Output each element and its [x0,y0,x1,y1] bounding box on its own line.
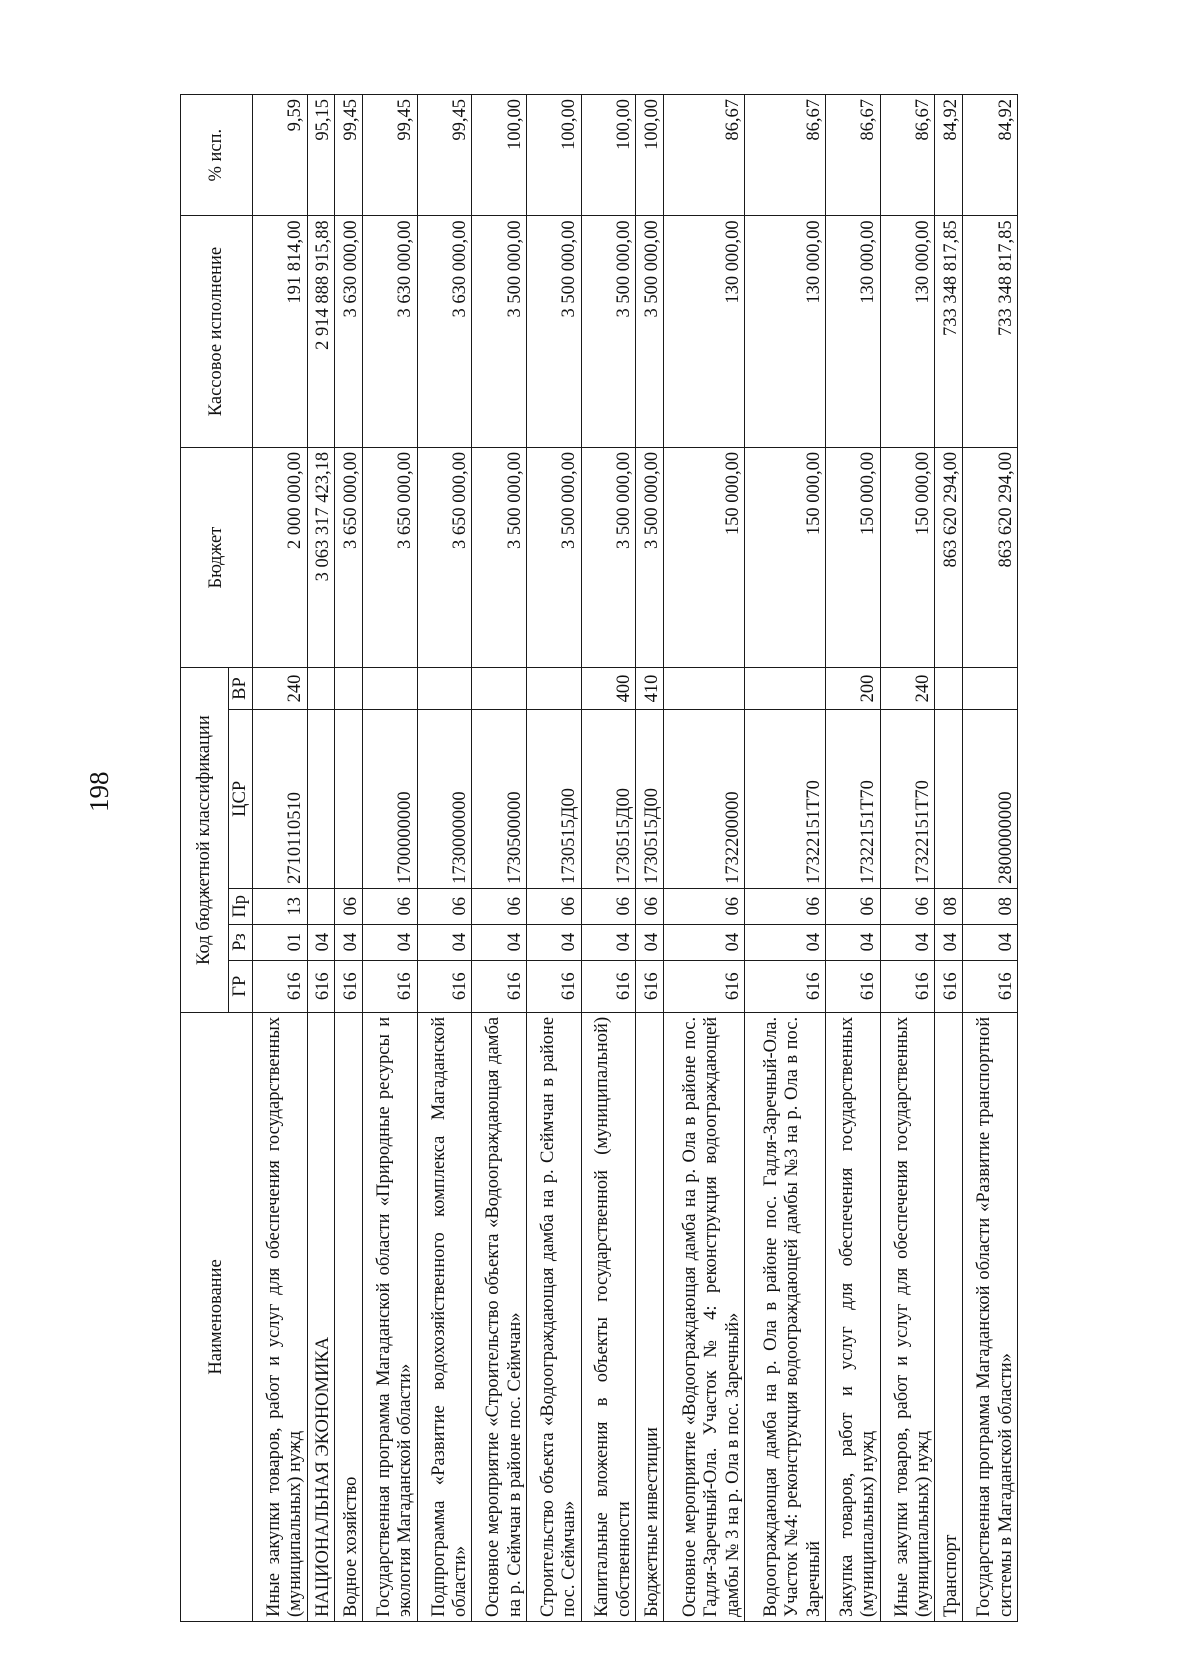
row-rz: 01 [253,924,308,960]
row-vr [363,668,418,709]
row-name: Закупка товаров, работ и услуг для обеспечения государственных (муниципальных) нужд [826,1012,881,1621]
row-gr: 616 [335,960,363,1012]
row-percent: 100,00 [526,95,581,216]
row-vr [963,668,1018,709]
row-cash: 130 000,00 [745,216,826,448]
table-row [526,95,581,1622]
row-csr: 2710110510 [253,709,308,888]
row-pr: 06 [526,888,581,924]
row-budget: 150 000,00 [663,447,744,667]
table-body [253,95,1018,1622]
row-budget: 863 620 294,00 [935,447,963,667]
table-row [335,95,363,1622]
header-gr: ГР [229,960,253,1012]
row-rz: 04 [581,924,636,960]
row-pr: 06 [880,888,935,924]
row-gr: 616 [826,960,881,1012]
row-budget: 3 650 000,00 [417,447,472,667]
row-csr: 1730515Д00 [636,709,664,888]
row-percent: 100,00 [472,95,527,216]
row-pr [307,888,335,924]
row-name: Капитальные вложения в объекты государственной (муниципальной) собственности [581,1012,636,1621]
row-vr: 200 [826,668,881,709]
row-gr: 616 [636,960,664,1012]
row-csr [335,709,363,888]
row-percent: 99,45 [335,95,363,216]
row-budget: 150 000,00 [745,447,826,667]
row-budget: 3 650 000,00 [335,447,363,667]
row-rz: 04 [363,924,418,960]
row-csr: 1700000000 [363,709,418,888]
row-percent: 99,45 [363,95,418,216]
row-cash: 3 500 000,00 [472,216,527,448]
row-name: Иные закупки товаров, работ и услуг для обеспечения государственных (муниципальных) нужд [253,1012,308,1621]
row-rz: 04 [472,924,527,960]
row-csr: 1730500000 [472,709,527,888]
row-name: Строительство объекта «Водоограждающая дамба на р. Сеймчан в районе пос. Сеймчан» [526,1012,581,1621]
row-gr: 616 [745,960,826,1012]
row-cash: 3 630 000,00 [363,216,418,448]
row-gr: 616 [935,960,963,1012]
row-rz: 04 [963,924,1018,960]
row-rz: 04 [663,924,744,960]
row-rz: 04 [335,924,363,960]
row-name: Транспорт [935,1012,963,1621]
row-gr: 616 [963,960,1018,1012]
row-pr: 06 [417,888,472,924]
row-name: Бюджетные инвестиции [636,1012,664,1621]
row-budget: 3 063 317 423,18 [307,447,335,667]
row-cash: 130 000,00 [880,216,935,448]
row-name: Водное хозяйство [335,1012,363,1621]
row-cash: 3 630 000,00 [335,216,363,448]
table-row [581,95,636,1622]
row-vr [663,668,744,709]
budget-table-rotated [180,94,1018,1622]
row-rz: 04 [636,924,664,960]
row-gr: 616 [472,960,527,1012]
budget-table [180,94,1018,1622]
row-gr: 616 [253,960,308,1012]
row-cash: 733 348 817,85 [963,216,1018,448]
row-budget: 3 500 000,00 [636,447,664,667]
row-gr: 616 [363,960,418,1012]
table-row [417,95,472,1622]
row-pr: 06 [745,888,826,924]
table-row [963,95,1018,1622]
row-vr [335,668,363,709]
row-csr: 17322151Т70 [826,709,881,888]
table-header [181,95,253,1622]
table-row [307,95,335,1622]
row-pr: 06 [663,888,744,924]
row-cash: 3 500 000,00 [526,216,581,448]
row-percent: 95,15 [307,95,335,216]
row-budget: 3 500 000,00 [472,447,527,667]
table-row [826,95,881,1622]
row-gr: 616 [417,960,472,1012]
row-cash: 2 914 888 915,88 [307,216,335,448]
row-pr: 06 [581,888,636,924]
row-budget: 150 000,00 [880,447,935,667]
table-row [663,95,744,1622]
row-percent: 9,59 [253,95,308,216]
row-cash: 191 814,00 [253,216,308,448]
table-row [745,95,826,1622]
row-vr: 240 [253,668,308,709]
table-row [253,95,308,1622]
row-vr [307,668,335,709]
row-rz: 04 [526,924,581,960]
row-name: Основное мероприятие «Водоограждающая дамба на р. Ола в районе пос. Гадля-Заречный-Ола. Участок № 4: реконструкция водоограждающей дамбы № 3 на р. Ола в пос. Заречный» [663,1012,744,1621]
row-rz: 04 [307,924,335,960]
row-cash: 130 000,00 [663,216,744,448]
row-csr [935,709,963,888]
row-cash: 3 500 000,00 [636,216,664,448]
row-csr: 1730515Д00 [526,709,581,888]
row-csr: 1730515Д00 [581,709,636,888]
row-percent: 86,67 [663,95,744,216]
row-cash: 733 348 817,85 [935,216,963,448]
row-pr: 06 [363,888,418,924]
row-percent: 86,67 [745,95,826,216]
row-pr: 08 [935,888,963,924]
row-csr: 17322151Т70 [880,709,935,888]
row-rz: 04 [880,924,935,960]
row-vr [745,668,826,709]
row-percent: 100,00 [636,95,664,216]
header-code-group: Код бюджетной классификации [181,668,229,1013]
row-percent: 84,92 [935,95,963,216]
row-budget: 3 650 000,00 [363,447,418,667]
row-name: Водоограждающая дамба на р. Ола в районе пос. Гадля-Заречный-Ола. Участок №4: реконструкция водоограждающей дамбы №3 на р. Ола в пос. Заречный [745,1012,826,1621]
table-row [472,95,527,1622]
page-number: 198 [84,771,114,812]
row-vr [935,668,963,709]
row-rz: 04 [826,924,881,960]
row-pr: 06 [636,888,664,924]
header-budget: Бюджет [181,447,253,667]
row-budget: 2 000 000,00 [253,447,308,667]
row-gr: 616 [526,960,581,1012]
row-vr [417,668,472,709]
row-csr [307,709,335,888]
header-vr: ВР [229,668,253,709]
header-csr: ЦСР [229,709,253,888]
row-rz: 04 [935,924,963,960]
header-cash: Кассовое исполнение [181,216,253,448]
table-row [363,95,418,1622]
row-cash: 3 500 000,00 [581,216,636,448]
row-percent: 100,00 [581,95,636,216]
row-csr: 1732200000 [663,709,744,888]
header-rz: Рз [229,924,253,960]
row-cash: 3 630 000,00 [417,216,472,448]
row-gr: 616 [663,960,744,1012]
row-name: Подпрограмма «Развитие водохозяйственного комплекса Магаданской области» [417,1012,472,1621]
row-vr: 410 [636,668,664,709]
row-pr: 06 [335,888,363,924]
header-pr: Пр [229,888,253,924]
row-vr: 240 [880,668,935,709]
row-name: Основное мероприятие «Строительство объекта «Водоограждающая дамба на р. Сеймчан в районе пос. Сеймчан» [472,1012,527,1621]
row-pr: 08 [963,888,1018,924]
row-name: Государственная программа Магаданской области «Развитие транспортной системы в Магаданской области» [963,1012,1018,1621]
row-gr: 616 [307,960,335,1012]
row-budget: 150 000,00 [826,447,881,667]
row-csr: 2800000000 [963,709,1018,888]
row-rz: 04 [745,924,826,960]
table-row [880,95,935,1622]
row-percent: 99,45 [417,95,472,216]
row-pr: 13 [253,888,308,924]
row-percent: 84,92 [963,95,1018,216]
row-percent: 86,67 [826,95,881,216]
row-name: Государственная программа Магаданской области «Природные ресурсы и экология Магаданской области» [363,1012,418,1621]
row-name: НАЦИОНАЛЬНАЯ ЭКОНОМИКА [307,1012,335,1621]
row-percent: 86,67 [880,95,935,216]
row-pr: 06 [826,888,881,924]
header-percent: % исп. [181,95,253,216]
row-budget: 3 500 000,00 [581,447,636,667]
row-rz: 04 [417,924,472,960]
row-csr: 17322151Т70 [745,709,826,888]
row-gr: 616 [880,960,935,1012]
row-vr [472,668,527,709]
row-budget: 863 620 294,00 [963,447,1018,667]
row-budget: 3 500 000,00 [526,447,581,667]
row-csr: 1730000000 [417,709,472,888]
row-name: Иные закупки товаров, работ и услуг для обеспечения государственных (муниципальных) нужд [880,1012,935,1621]
row-cash: 130 000,00 [826,216,881,448]
row-pr: 06 [472,888,527,924]
row-vr [526,668,581,709]
row-gr: 616 [581,960,636,1012]
header-name: Наименование [181,1012,253,1621]
table-row [935,95,963,1622]
row-vr: 400 [581,668,636,709]
table-row [636,95,664,1622]
